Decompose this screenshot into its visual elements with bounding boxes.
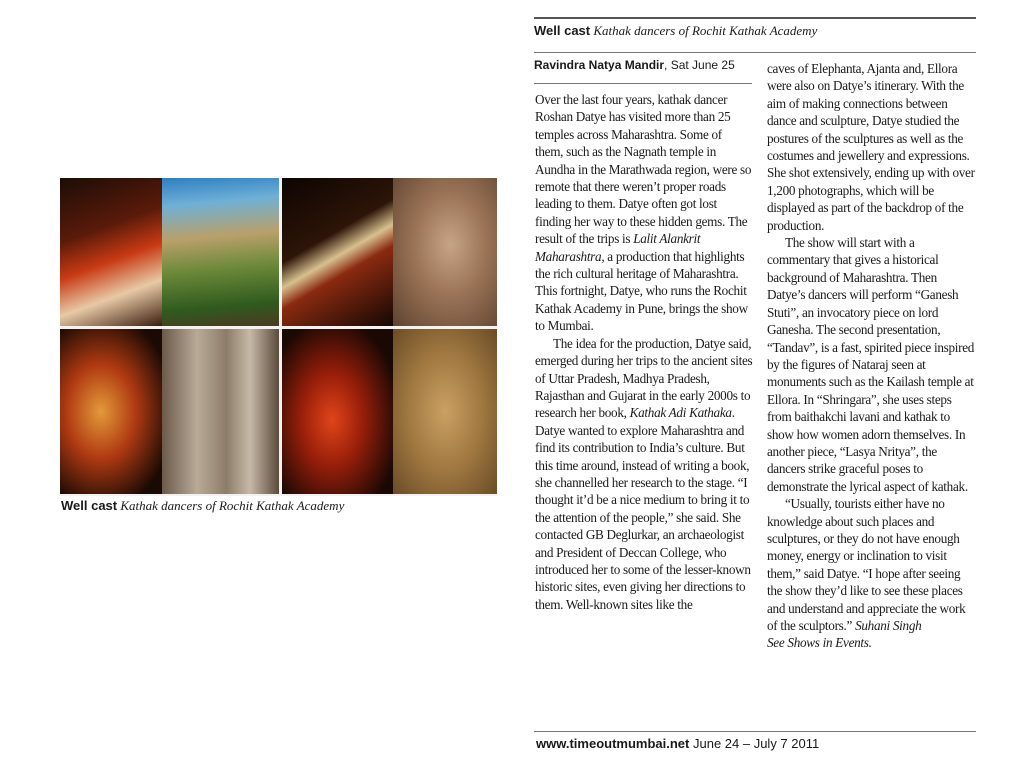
header-caption-text: Kathak dancers of Rochit Kathak Academy <box>593 23 818 38</box>
article-paragraph: “Usually, tourists either have no knowledge about such places and sculptures, or they do not have enough money, energy or inclination to visit them,” said Datye. “I hope after seeing the show they’d like to see these places and understand and appreciate the work of the sculptors.” Suhani Singh <box>767 496 966 633</box>
article-paragraph: The show will start with a commentary that gives a historical background of Maharashtra. Then Datye’s dancers will perform “Ganesh Stuti”, an invocatory piece on lord Ganesha. The second presentation, “Tandav”, is a fast, spirited piece inspired by the figures of Nataraj seen at monuments such as the Kailash temple at Ellora. In “Shringara”, she uses steps from baithakchi lavani and kathak to show how women adorn themselves. In another piece, “Lasya Nritya”, the dancers strike graceful poses to demonstrate the lyrical aspect of kathak. <box>767 235 975 494</box>
venue-line <box>534 58 735 72</box>
article-column-right <box>767 60 977 652</box>
header-divider <box>534 52 976 53</box>
header-caption-bold: Well cast <box>534 23 591 38</box>
photo-dancers-red-costumes <box>60 178 162 326</box>
article-paragraph: The idea for the production, Datye said, emerged during her trips to the ancient sites of Uttar Pradesh, Madhya Pradesh, Rajasthan and Gujarat in the early 2000s to research her book, Kathak Adi Kathaka. Datye wanted to explore Maharashtra and find its contribution to India’s culture. But this time around, instead of writing a book, she channelled her research to the stage. “I thought it’d be a nice medium to bring it to the attention of the people,” she said. She contacted GB Deglurkar, an archaeologist and President of Deccan College, who introduced her to some of the lesser-known historic sites, even giving her directions to them. Well-known sites like the <box>535 335 753 612</box>
footer-dates: June 24 – July 7 2011 <box>692 736 820 751</box>
photo-temple-relief-carving <box>393 329 497 494</box>
footer-rule <box>534 731 976 732</box>
footer-site: www.timeoutmumbai.net <box>536 736 690 751</box>
venue-date: , Sat June 25 <box>664 58 735 72</box>
header-rule <box>534 17 976 19</box>
author-byline: Suhani Singh <box>855 618 922 633</box>
venue-name: Ravindra Natya Mandir <box>534 58 665 72</box>
photo-dancer-red-spotlight <box>282 329 393 494</box>
article-see-also: See Shows in Events. <box>767 635 872 651</box>
photo-dancer-orange-light <box>60 329 162 494</box>
photo-caption-bold: Well cast <box>61 498 118 513</box>
photo-ganesha-sculpture <box>393 178 497 326</box>
photo-dancers-on-stage <box>282 178 393 326</box>
article-column-left <box>535 91 753 613</box>
header-caption <box>534 23 817 39</box>
article-paragraph: Over the last four years, kathak dancer Roshan Datye has visited more than 25 temples across Maharashtra. Some of them, such as the Nagnath temple in Aundha in the Marathwada region, were so remote that there weren’t proper roads leading to them. Datye often got lost finding her way to these hidden gems. The result of the trips is Lalit Alankrit Maharashtra, a production that highlights the rich cultural heritage of Maharashtra. This fortnight, Datye, who runs the Rochit Kathak Academy in Pune, brings the show to Mumbai. <box>535 92 752 334</box>
photo-fort-landscape <box>162 178 279 326</box>
photo-caption-text: Kathak dancers of Rochit Kathak Academy <box>120 498 345 513</box>
article-paragraph: caves of Elephanta, Ajanta and, Ellora were also on Datye’s itinerary. With the aim of making connections between dance and sculpture, Datye studied the postures of the sculptures as well as the costumes and jewellery and expressions. She shot extensively, ending up with over 1,200 photographs, which will be displayed as part of the backdrop of the production. <box>767 61 975 233</box>
photo-carved-temple-pillar <box>162 329 279 494</box>
page-footer <box>536 736 819 751</box>
venue-divider <box>534 83 752 84</box>
photo-caption <box>61 498 344 514</box>
photo-collage <box>60 178 497 496</box>
